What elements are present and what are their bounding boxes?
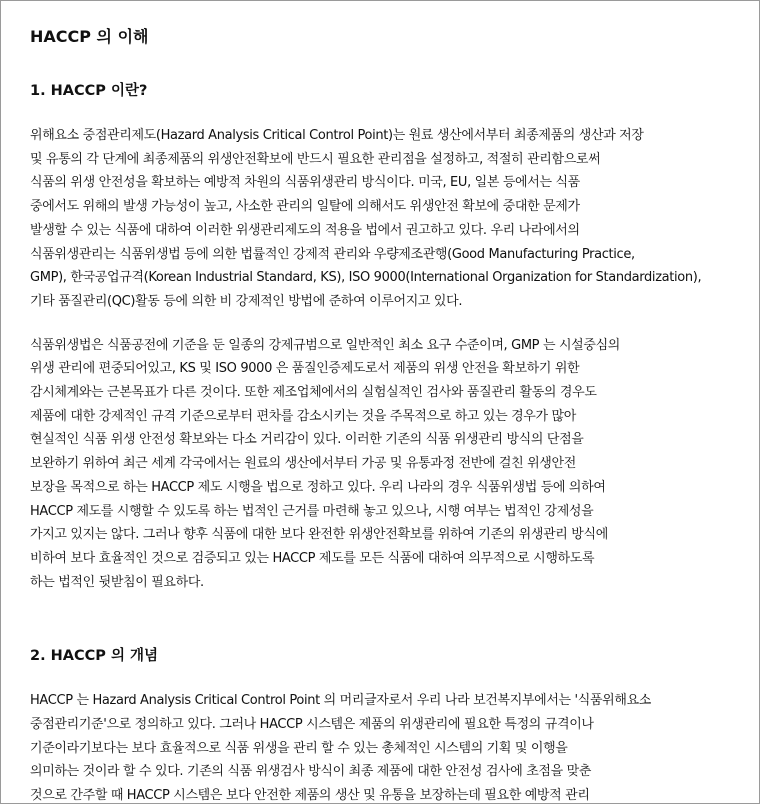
section-2-paragraph-1 bbox=[30, 689, 734, 804]
text-line: 식품위생관리는 식품위생법 등에 의한 법률적인 강제적 관리와 우량제조관행(Good Manufacturing Practice, bbox=[30, 246, 635, 262]
text-line: 비하여 보다 효율적인 것으로 검증되고 있는 HACCP 제도를 모든 식품에 대하여 의무적으로 시행하도록 bbox=[30, 550, 595, 566]
text-line: GMP), 한국공업규격(Korean Industrial Standard, KS), ISO 9000(International Organization for Standardization), bbox=[30, 270, 702, 286]
text-line: 식품의 위생 안전성을 확보하는 예방적 차원의 식품위생관리 방식이다. 미국, EU, 일본 등에서는 식품 bbox=[30, 175, 580, 191]
text-line: 제품에 대한 강제적인 규격 기준으로부터 편차를 감소시키는 것을 주목적으로 하고 있는 경우가 많아 bbox=[30, 408, 576, 424]
text-line: 감시체계와는 근본목표가 다른 것이다. 또한 제조업체에서의 실험실적인 검사와 품질관리 활동의 경우도 bbox=[30, 385, 597, 401]
text-line: 하는 법적인 뒷받침이 필요하다. bbox=[30, 574, 204, 590]
text-line: HACCP 제도를 시행할 수 있도록 하는 법적인 근거를 마련해 놓고 있으나, 시행 여부는 법적인 강제성을 bbox=[30, 503, 594, 519]
section-spacer bbox=[30, 614, 734, 644]
text-line: 식품위생법은 식품공전에 기준을 둔 일종의 강제규범으로 일반적인 최소 요구 수준이며, GMP 는 시설중심의 bbox=[30, 337, 620, 353]
text-line: 위생 관리에 편중되어있고, KS 및 ISO 9000 은 품질인증제도로서 제품의 위생 안전을 확보하기 위한 bbox=[30, 361, 580, 377]
section-heading-1: 1. HACCP 이란? bbox=[30, 83, 148, 99]
text-line: 현실적인 식품 위생 안전성 확보와는 다소 거리감이 있다. 이러한 기존의 식품 위생관리 방식의 단점을 bbox=[30, 432, 584, 448]
text-line: 및 유통의 각 단계에 최종제품의 위생안전확보에 반드시 필요한 관리점을 설정하고, 적절히 관리함으로써 bbox=[30, 151, 601, 167]
document-title: HACCP 의 이해 bbox=[30, 27, 149, 46]
text-line: 보장을 목적으로 하는 HACCP 제도 시행을 법으로 정하고 있다. 우리 나라의 경우 식품위생법 등에 의하여 bbox=[30, 479, 606, 495]
section-heading-2: 2. HACCP 의 개념 bbox=[30, 648, 159, 665]
text-line: 중에서도 위해의 발생 가능성이 높고, 사소한 관리의 일탈에 의해서도 위생안전 확보에 중대한 문제가 bbox=[30, 199, 580, 215]
text-line: 중점관리기준'으로 정의하고 있다. 그러나 HACCP 시스템은 제품의 위생관리에 필요한 특정의 규격이나 bbox=[30, 717, 594, 733]
document-content bbox=[30, 25, 734, 804]
text-line: 것으로 간주할 때 HACCP 시스템은 보다 안전한 제품의 생산 및 유통을 보장하는데 필요한 예방적 관리 bbox=[30, 788, 590, 804]
text-line: HACCP 는 Hazard Analysis Critical Control Point 의 머리글자로서 우리 나라 보건복지부에서는 '식품위해요소 bbox=[30, 693, 652, 709]
section-1-paragraph-2 bbox=[30, 334, 734, 595]
text-line: 위해요소 중점관리제도(Hazard Analysis Critical Control Point)는 원료 생산에서부터 최종제품의 생산과 저장 bbox=[30, 128, 644, 143]
text-line: 발생할 수 있는 식품에 대하여 이러한 위생관리제도의 적용을 법에서 권고하고 있다. 우리 나라에서의 bbox=[30, 222, 580, 238]
text-line: 의미하는 것이라 할 수 있다. 기존의 식품 위생검사 방식이 최종 제품에 대한 안전성 검사에 초점을 맞춘 bbox=[30, 764, 592, 780]
text-line: 기타 품질관리(QC)활동 등에 의한 비 강제적인 방법에 준하여 이루어지고 있다. bbox=[30, 293, 463, 309]
text-line: 기준이라기보다는 보다 효율적으로 식품 위생을 관리 할 수 있는 총체적인 시스템의 기획 및 이행을 bbox=[30, 740, 568, 756]
section-1-paragraph-1 bbox=[30, 124, 734, 314]
text-line: 보완하기 위하여 최근 세계 각국에서는 원료의 생산에서부터 가공 및 유통과정 전반에 걸친 위생안전 bbox=[30, 456, 576, 472]
text-line: 가지고 있지는 않다. 그러나 향후 식품에 대한 보다 완전한 위생안전확보를 위하여 기존의 위생관리 방식에 bbox=[30, 527, 608, 543]
